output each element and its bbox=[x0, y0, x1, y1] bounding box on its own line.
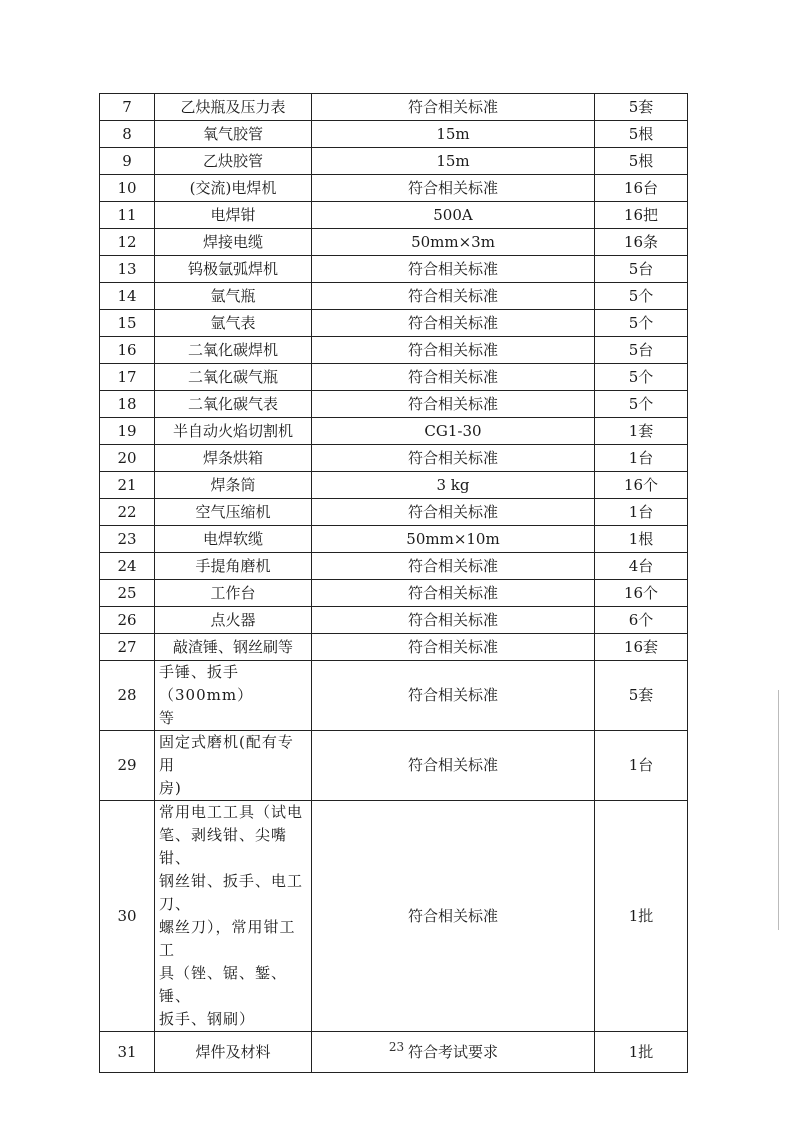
equipment-table bbox=[99, 93, 688, 1073]
item-number: 31 bbox=[100, 1032, 155, 1073]
item-name: 工作台 bbox=[155, 580, 312, 607]
item-number: 14 bbox=[100, 283, 155, 310]
item-spec: 符合考试要求 bbox=[312, 1032, 595, 1073]
item-quantity: 16套 bbox=[595, 634, 688, 661]
table-row bbox=[100, 121, 688, 148]
item-name: 乙炔瓶及压力表 bbox=[155, 94, 312, 121]
table-row bbox=[100, 94, 688, 121]
item-name-line: 扳手、钢刷） bbox=[159, 1010, 256, 1028]
item-number: 21 bbox=[100, 472, 155, 499]
item-spec: 符合相关标准 bbox=[312, 283, 595, 310]
item-quantity: 1台 bbox=[595, 445, 688, 472]
item-spec: 符合相关标准 bbox=[312, 661, 595, 731]
item-quantity: 5根 bbox=[595, 148, 688, 175]
table-row bbox=[100, 418, 688, 445]
item-number: 20 bbox=[100, 445, 155, 472]
item-spec: 500A bbox=[312, 202, 595, 229]
item-spec: 符合相关标准 bbox=[312, 337, 595, 364]
item-quantity: 16台 bbox=[595, 175, 688, 202]
item-number: 16 bbox=[100, 337, 155, 364]
item-name: 敲渣锤、钢丝刷等 bbox=[155, 634, 312, 661]
item-spec: 符合相关标准 bbox=[312, 391, 595, 418]
table-row bbox=[100, 801, 688, 1032]
item-name: 半自动火焰切割机 bbox=[155, 418, 312, 445]
item-number: 23 bbox=[100, 526, 155, 553]
item-number: 27 bbox=[100, 634, 155, 661]
item-number: 18 bbox=[100, 391, 155, 418]
item-spec: 符合相关标准 bbox=[312, 364, 595, 391]
item-quantity: 6个 bbox=[595, 607, 688, 634]
item-name-line: 螺丝刀），常用钳工工 bbox=[159, 918, 296, 959]
table-row bbox=[100, 202, 688, 229]
table-row bbox=[100, 391, 688, 418]
scan-edge-mark bbox=[778, 690, 779, 930]
item-spec: 15m bbox=[312, 121, 595, 148]
item-spec: 15m bbox=[312, 148, 595, 175]
item-number: 7 bbox=[100, 94, 155, 121]
item-name: (交流)电焊机 bbox=[155, 175, 312, 202]
item-name: 空气压缩机 bbox=[155, 499, 312, 526]
item-spec: 符合相关标准 bbox=[312, 499, 595, 526]
item-number: 24 bbox=[100, 553, 155, 580]
item-quantity: 16条 bbox=[595, 229, 688, 256]
item-quantity: 16个 bbox=[595, 580, 688, 607]
item-spec: 符合相关标准 bbox=[312, 801, 595, 1032]
table-row bbox=[100, 553, 688, 580]
item-quantity: 16把 bbox=[595, 202, 688, 229]
item-quantity: 5根 bbox=[595, 121, 688, 148]
table-row bbox=[100, 337, 688, 364]
table-row bbox=[100, 283, 688, 310]
item-spec: 3 kg bbox=[312, 472, 595, 499]
item-name-line: 具（锉、锯、錾、锤、 bbox=[159, 964, 288, 1005]
item-name: 二氧化碳气瓶 bbox=[155, 364, 312, 391]
item-spec: 50mm×10m bbox=[312, 526, 595, 553]
item-name-line: 钢丝钳、扳手、电工刀、 bbox=[159, 872, 304, 913]
item-name-line: 手锤、扳手（300mm） bbox=[159, 663, 254, 704]
item-quantity: 4台 bbox=[595, 553, 688, 580]
item-quantity: 16个 bbox=[595, 472, 688, 499]
item-number: 15 bbox=[100, 310, 155, 337]
item-quantity: 1台 bbox=[595, 499, 688, 526]
table-row bbox=[100, 634, 688, 661]
item-quantity: 1根 bbox=[595, 526, 688, 553]
item-spec: 符合相关标准 bbox=[312, 553, 595, 580]
item-quantity: 5个 bbox=[595, 364, 688, 391]
item-quantity: 5套 bbox=[595, 661, 688, 731]
item-name: 二氧化碳气表 bbox=[155, 391, 312, 418]
item-spec: CG1-30 bbox=[312, 418, 595, 445]
item-spec: 符合相关标准 bbox=[312, 445, 595, 472]
table-row bbox=[100, 526, 688, 553]
table-row bbox=[100, 445, 688, 472]
table-row bbox=[100, 499, 688, 526]
equipment-table-body bbox=[100, 94, 688, 1073]
item-spec: 符合相关标准 bbox=[312, 256, 595, 283]
item-number: 22 bbox=[100, 499, 155, 526]
item-name bbox=[155, 801, 312, 1032]
table-row bbox=[100, 229, 688, 256]
table-row bbox=[100, 256, 688, 283]
page-number: 23 bbox=[388, 1040, 405, 1054]
table-row bbox=[100, 148, 688, 175]
item-name: 氩气表 bbox=[155, 310, 312, 337]
item-name-line: 笔、剥线钳、尖嘴钳、 bbox=[159, 826, 288, 867]
item-spec: 符合相关标准 bbox=[312, 731, 595, 801]
item-name: 手提角磨机 bbox=[155, 553, 312, 580]
item-number: 25 bbox=[100, 580, 155, 607]
table-row bbox=[100, 731, 688, 801]
item-name: 焊条筒 bbox=[155, 472, 312, 499]
table-row bbox=[100, 661, 688, 731]
item-name: 二氧化碳焊机 bbox=[155, 337, 312, 364]
item-name: 电焊软缆 bbox=[155, 526, 312, 553]
item-quantity: 5台 bbox=[595, 256, 688, 283]
item-name: 焊件及材料 bbox=[155, 1032, 312, 1073]
item-spec: 符合相关标准 bbox=[312, 634, 595, 661]
item-name: 氧气胶管 bbox=[155, 121, 312, 148]
item-quantity: 1批 bbox=[595, 1032, 688, 1073]
item-name: 电焊钳 bbox=[155, 202, 312, 229]
item-quantity: 1批 bbox=[595, 801, 688, 1032]
item-name: 焊条烘箱 bbox=[155, 445, 312, 472]
item-name-line: 固定式磨机(配有专用 bbox=[159, 733, 294, 774]
item-number: 13 bbox=[100, 256, 155, 283]
item-name: 焊接电缆 bbox=[155, 229, 312, 256]
item-number: 29 bbox=[100, 731, 155, 801]
item-name-line: 房) bbox=[159, 779, 182, 797]
table-row bbox=[100, 580, 688, 607]
item-name-line: 常用电工工具（试电 bbox=[159, 803, 304, 821]
item-spec: 符合相关标准 bbox=[312, 175, 595, 202]
item-spec: 符合相关标准 bbox=[312, 94, 595, 121]
item-number: 9 bbox=[100, 148, 155, 175]
item-quantity: 5套 bbox=[595, 94, 688, 121]
item-number: 26 bbox=[100, 607, 155, 634]
item-number: 12 bbox=[100, 229, 155, 256]
table-row bbox=[100, 175, 688, 202]
item-quantity: 1台 bbox=[595, 731, 688, 801]
item-name: 钨极氩弧焊机 bbox=[155, 256, 312, 283]
table-row bbox=[100, 364, 688, 391]
item-quantity: 5个 bbox=[595, 310, 688, 337]
item-number: 8 bbox=[100, 121, 155, 148]
item-spec: 符合相关标准 bbox=[312, 580, 595, 607]
item-number: 19 bbox=[100, 418, 155, 445]
item-name bbox=[155, 661, 312, 731]
item-quantity: 5个 bbox=[595, 283, 688, 310]
item-number: 30 bbox=[100, 801, 155, 1032]
item-quantity: 1套 bbox=[595, 418, 688, 445]
item-name: 点火器 bbox=[155, 607, 312, 634]
item-quantity: 5台 bbox=[595, 337, 688, 364]
item-name bbox=[155, 731, 312, 801]
item-quantity: 5个 bbox=[595, 391, 688, 418]
item-spec: 符合相关标准 bbox=[312, 607, 595, 634]
item-spec: 符合相关标准 bbox=[312, 310, 595, 337]
item-number: 11 bbox=[100, 202, 155, 229]
item-number: 28 bbox=[100, 661, 155, 731]
item-name: 氩气瓶 bbox=[155, 283, 312, 310]
item-number: 10 bbox=[100, 175, 155, 202]
table-row bbox=[100, 607, 688, 634]
item-number: 17 bbox=[100, 364, 155, 391]
item-name-line: 等 bbox=[159, 709, 176, 727]
table-row bbox=[100, 310, 688, 337]
item-spec: 50mm×3m bbox=[312, 229, 595, 256]
item-name: 乙炔胶管 bbox=[155, 148, 312, 175]
table-row bbox=[100, 472, 688, 499]
